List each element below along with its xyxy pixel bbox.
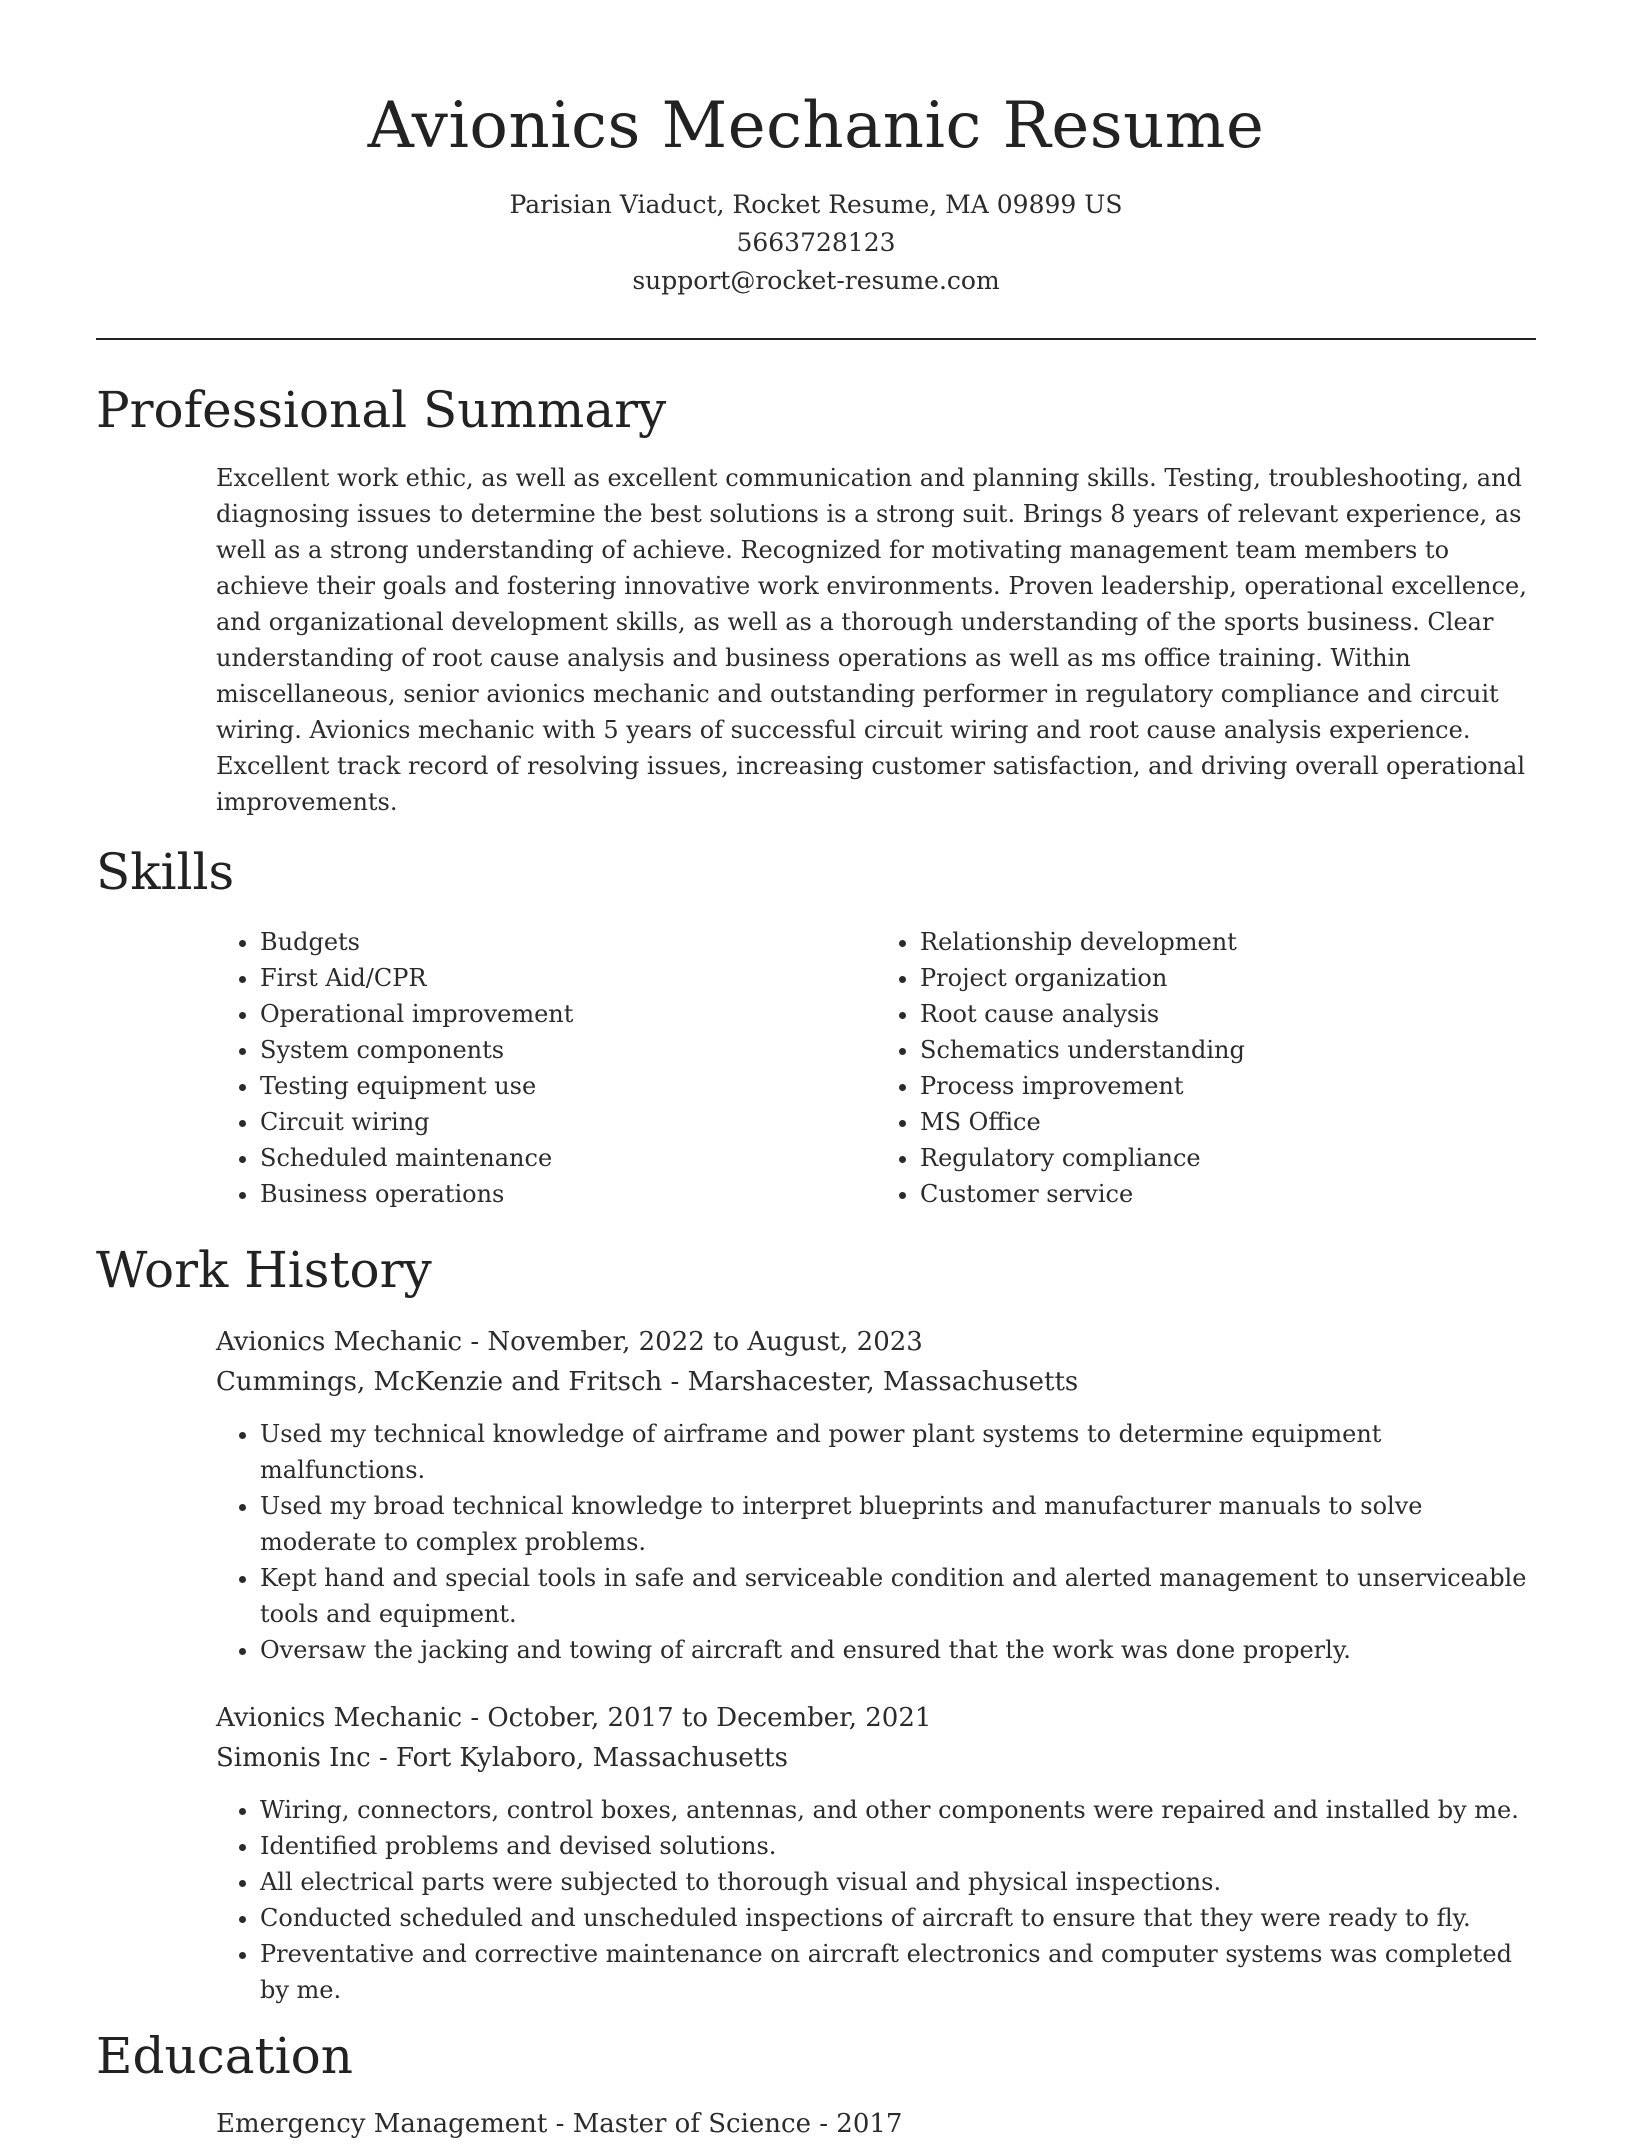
skill-item: • Operational improvement (260, 996, 876, 1032)
job-bullet: • All electrical parts were subjected to thorough visual and physical inspections. (260, 1864, 1536, 1900)
work-history-heading: Work History (96, 1241, 432, 1299)
summary-text: Excellent work ethic, as well as excellent communication and planning skills. Testing, troubleshooting, and diagnosing issues to determine the best solutions is a strong suit. Brings 8 years of relevant experience, as well as a strong understanding of achieve. Recognized for motivating management team members to achieve their goals and fostering innovative work environments. Proven leadership, operational excellence, and organizational development skills, as well as a thorough understanding of the sports business. Clear understanding of root cause analysis and business operations as well as ms office training. Within miscellaneous, senior avionics mechanic and outstanding performer in regulatory compliance and circuit wiring. Avionics mechanic with 5 years of successful circuit wiring and root cause analysis experience. Excellent track record of resolving issues, increasing customer satisfaction, and driving overall operational improvements. (216, 464, 1527, 816)
skill-item: • Root cause analysis (920, 996, 1536, 1032)
skills-heading: Skills (96, 843, 235, 901)
job-bullets (216, 1792, 1536, 2008)
education-entry: Emergency Management - Master of Science - 2017 (216, 2109, 903, 2139)
job-entry (216, 1698, 1536, 2008)
skills-list-right (876, 924, 1536, 1212)
skill-item: • Circuit wiring (260, 1104, 876, 1140)
resume-page (96, 0, 1536, 2144)
summary-heading: Professional Summary (96, 381, 667, 439)
job-title-line: Avionics Mechanic - November, 2022 to August, 2023 (216, 1327, 923, 1357)
skill-item: • Schematics understanding (920, 1032, 1536, 1068)
job-bullets (216, 1416, 1536, 1668)
job-entry (216, 1322, 1536, 1668)
contact-block (96, 186, 1536, 300)
skill-item: • Customer service (920, 1176, 1536, 1212)
job-bullet: • Conducted scheduled and unscheduled inspections of aircraft to ensure that they were ready to fly. (260, 1900, 1536, 1936)
contact-address: Parisian Viaduct, Rocket Resume, MA 09899 US (509, 190, 1123, 219)
skill-item: • System components (260, 1032, 876, 1068)
job-bullet: • Oversaw the jacking and towing of aircraft and ensured that the work was done properly. (260, 1632, 1536, 1668)
job-bullet: • Kept hand and special tools in safe and serviceable condition and alerted management to unserviceable tools and equipment. (260, 1560, 1536, 1632)
skill-item: • Budgets (260, 924, 876, 960)
skill-item: • Process improvement (920, 1068, 1536, 1104)
skill-item: • Relationship development (920, 924, 1536, 960)
header-divider (96, 338, 1536, 340)
skill-item: • Regulatory compliance (920, 1140, 1536, 1176)
job-title-line: Avionics Mechanic - October, 2017 to December, 2021 (216, 1703, 932, 1733)
skill-item: • Testing equipment use (260, 1068, 876, 1104)
job-bullet: • Used my broad technical knowledge to interpret blueprints and manufacturer manuals to solve moderate to complex problems. (260, 1488, 1536, 1560)
job-bullet: • Wiring, connectors, control boxes, antennas, and other components were repaired and installed by me. (260, 1792, 1536, 1828)
skills-list-left (216, 924, 876, 1212)
skill-item: • Scheduled maintenance (260, 1140, 876, 1176)
skill-item: • First Aid/CPR (260, 960, 876, 996)
skills-grid (216, 924, 1536, 1212)
job-bullet: • Preventative and corrective maintenance on aircraft electronics and computer systems was completed by me. (260, 1936, 1536, 2008)
job-bullet: • Used my technical knowledge of airframe and power plant systems to determine equipment malfunctions. (260, 1416, 1536, 1488)
skill-item: • Project organization (920, 960, 1536, 996)
job-company-line: Simonis Inc - Fort Kylaboro, Massachusetts (216, 1743, 788, 1773)
job-bullet: • Identified problems and devised solutions. (260, 1828, 1536, 1864)
job-company-line: Cummings, McKenzie and Fritsch - Marshacester, Massachusetts (216, 1367, 1079, 1397)
contact-phone: 5663728123 (736, 228, 896, 257)
resume-title: Avionics Mechanic Resume (367, 89, 1265, 163)
skill-item: • Business operations (260, 1176, 876, 1212)
contact-email: support@rocket-resume.com (632, 266, 1000, 295)
skill-item: • MS Office (920, 1104, 1536, 1140)
education-heading: Education (96, 2027, 353, 2085)
